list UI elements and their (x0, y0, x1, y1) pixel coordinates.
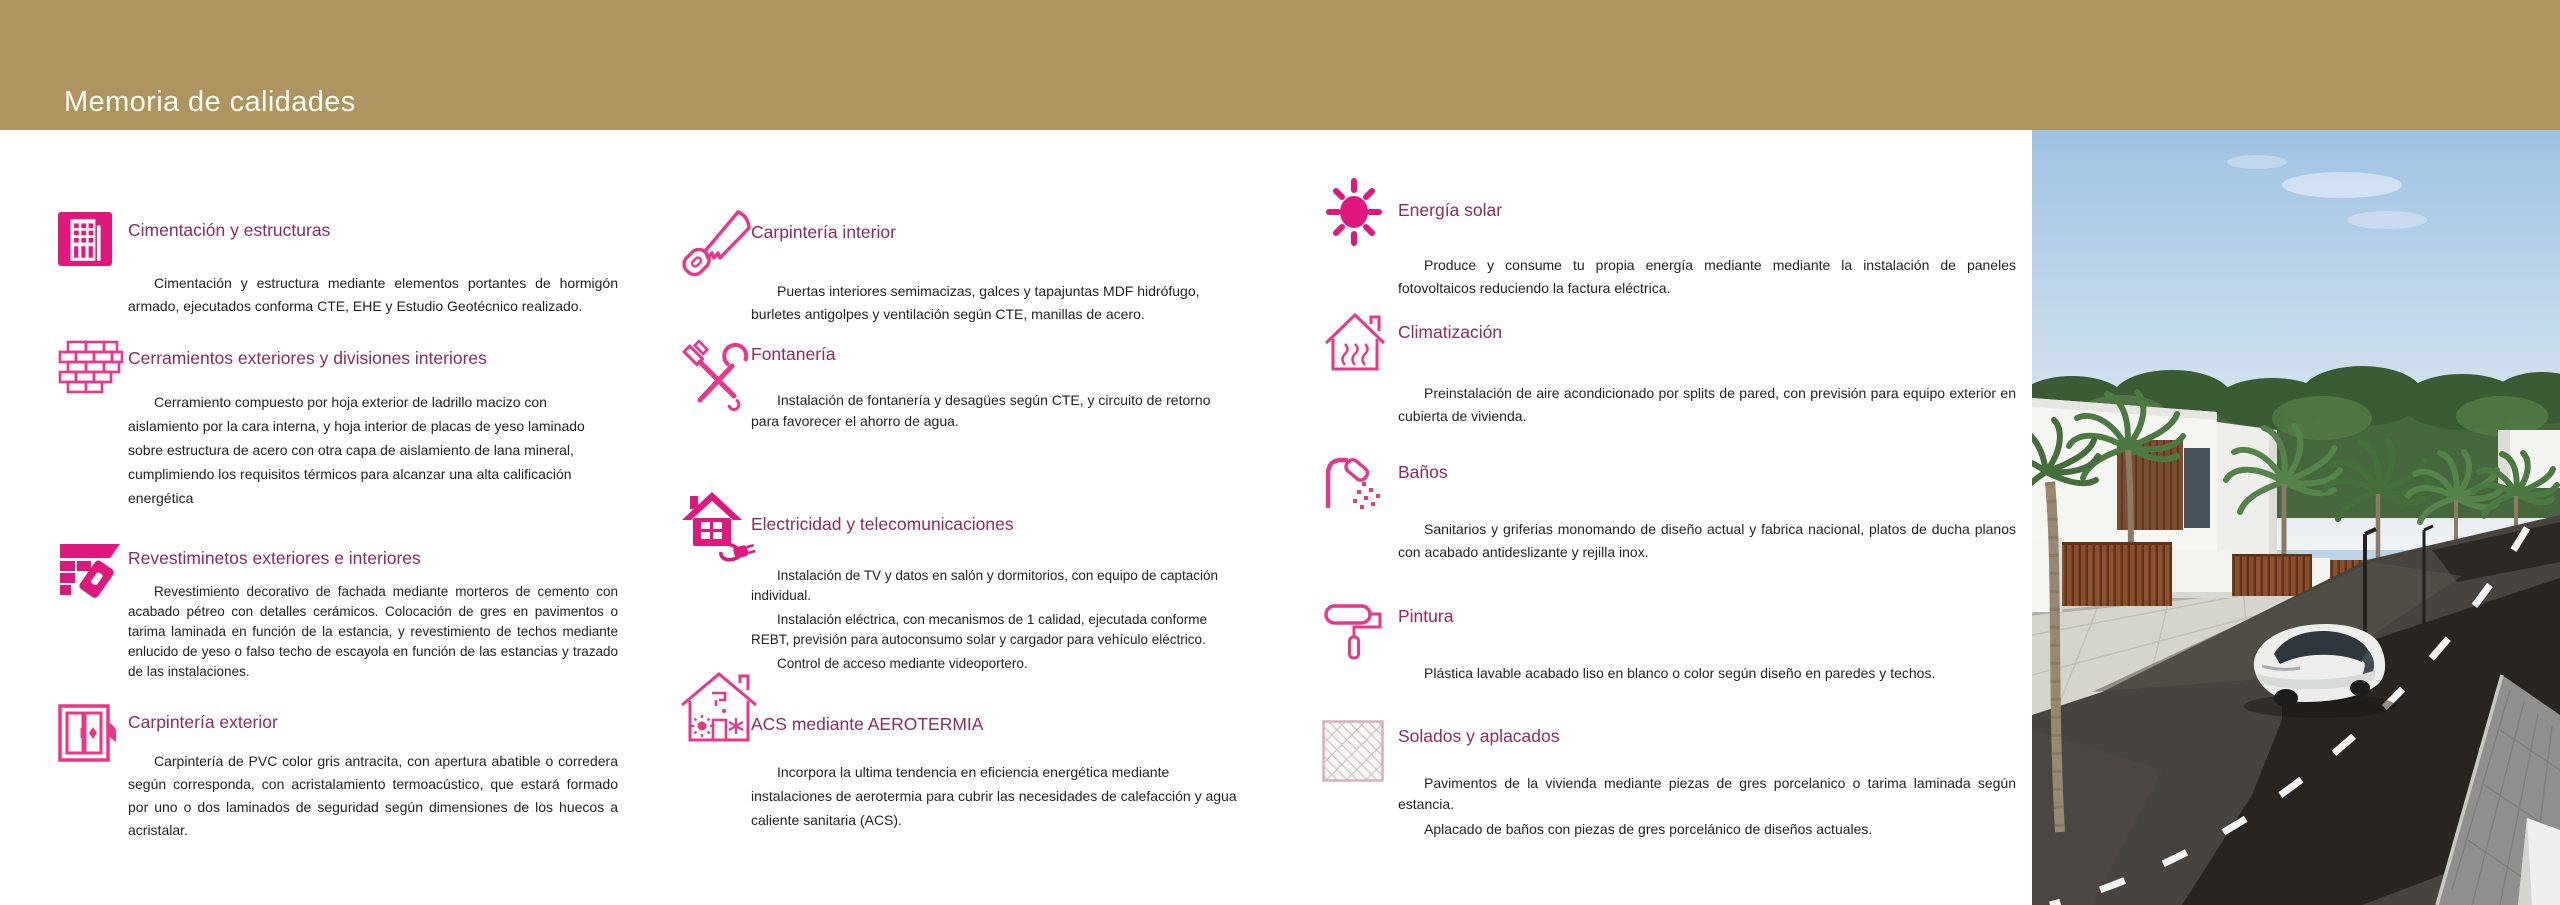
spec-item-revestimientos (58, 546, 618, 682)
spec-item-pintura (1322, 604, 2016, 685)
spec-title: Energía solar (1398, 200, 1503, 220)
spec-title: Baños (1398, 462, 1448, 482)
window-icon (58, 702, 116, 769)
spec-item-energia-solar (1322, 198, 2016, 300)
wrench-tools-icon (676, 338, 756, 425)
sun-icon (1324, 172, 1386, 257)
spec-paragraph: Control de acceso mediante videoportero. (777, 656, 1028, 671)
spec-paragraph: Instalación eléctrica, con mecanismos de 1 calidad, ejecutada conforme REBT, previsión para autoconsumo solar y cargador para vehículo eléctrico. (751, 612, 1207, 647)
spec-paragraph: Instalación de fontanería y desagües según CTE, y circuito de retorno para favorecer el ahorro de agua. (751, 392, 1211, 429)
spec-item-cerramientos (58, 346, 618, 510)
column-1 (58, 0, 618, 905)
spec-paragraph: Carpintería de PVC color gris antracita, con apertura abatible o corredera según corresponda, con acristalamiento termoacústico, que estará formado por uno o dos laminados de seguridad según dimensiones de los huecos a acristalar. (128, 753, 618, 838)
spec-item-banos (1322, 460, 2016, 564)
spec-title: Solados y aplacados (1398, 726, 1560, 746)
bricks-icon (58, 340, 124, 399)
spec-paragraph: Aplacado de baños con piezas de gres porcelánico de diseños actuales. (1424, 821, 1873, 837)
spec-paragraph: Produce y consume tu propia energía mediante mediante la instalación de paneles fotovoltaicos reduciendo la factura eléctrica. (1398, 257, 2016, 296)
spec-title: ACS mediante AEROTERMIA (751, 714, 984, 734)
column-3 (1322, 0, 2016, 905)
spec-title: Revestiminetos exteriores e interiores (128, 548, 421, 568)
spec-item-fontaneria (676, 342, 1238, 432)
spec-paragraph: Revestimiento decorativo de fachada mediante morteros de cemento con acabado pétreo con detalles cerámicos. Colocación de gres en pavimentos o tarima laminada en función de la estancia, y revestimiento de techos mediante enlucido de yeso o falso techo de escayola en función de las estancias y trazado de las instalaciones. (128, 584, 618, 679)
spec-paragraph: Incorpora la ultima tendencia en eficiencia energética mediante instalaciones de aerotermia para cubrir las necesidades de calefacción y agua caliente sanitaria (ACS). (751, 764, 1237, 828)
spec-item-carpinteria-interior (676, 220, 1238, 326)
spec-title: Climatización (1398, 322, 1503, 342)
spec-title: Carpintería exterior (128, 712, 278, 732)
page-title: Memoria de calidades (64, 86, 356, 118)
spec-paragraph: Cerramiento compuesto por hoja exterior de ladrillo macizo con aislamiento por la cara interna, y hoja interior de placas de yeso laminado sobre estructura de acero con otra capa de aislamiento de lana mineral, cumplimiendo los requisitos térmicos para alcanzar una alta calificación energética (128, 394, 585, 506)
tiles-trowel-icon (58, 542, 124, 609)
building-icon (58, 212, 112, 271)
spec-title: Fontanería (751, 344, 836, 364)
spec-paragraph: Cimentación y estructura mediante elementos portantes de hormigón armado, ejecutados conforma CTE, EHE y Estudio Geotécnico realizado. (128, 275, 618, 314)
spec-paragraph: Preinstalación de aire acondicionado por splits de pared, con previsión para equipo exterior en cubierta de vivienda. (1398, 385, 2016, 424)
column-2 (676, 0, 1238, 905)
paint-roller-icon (1322, 600, 1392, 671)
development-render-photo (2032, 130, 2560, 905)
spec-paragraph: Pavimentos de la vivienda mediante piezas de gres porcelanico o tarima laminada según estancia. (1398, 775, 2016, 812)
handsaw-icon (676, 206, 756, 285)
house-plug-icon (676, 486, 758, 569)
street-render-graphic (2032, 130, 2560, 905)
spec-item-solados (1322, 724, 2016, 840)
spec-title: Carpintería interior (751, 222, 896, 242)
spec-title: Cimentación y estructuras (128, 220, 331, 240)
spec-paragraph: Puertas interiores semimacizas, galces y tapajuntas MDF hidrófugo, burletes antigolpes y ventilación según CTE, manillas de acero. (751, 283, 1200, 322)
house-aerothermia-icon (676, 668, 762, 751)
spec-paragraph: Plástica lavable acabado liso en blanco o color según diseño en paredes y techos. (1424, 665, 1936, 681)
spec-title: Electricidad y telecomunicaciones (751, 514, 1014, 534)
spec-title: Pintura (1398, 606, 1454, 626)
spec-item-carpinteria-exterior (58, 710, 618, 842)
spec-title: Cerramientos exteriores y divisiones interiores (128, 348, 487, 368)
spec-item-climatizacion (1322, 320, 2016, 428)
spec-item-electricidad (676, 512, 1238, 674)
house-heating-icon (1322, 310, 1388, 379)
spec-item-cimentacion (58, 218, 618, 318)
tile-pattern-icon (1322, 720, 1384, 787)
spec-paragraph: Instalación de TV y datos en salón y dormitorios, con equipo de captación individual. (751, 568, 1219, 603)
spec-item-acs-aerotermia (676, 712, 1238, 832)
spec-paragraph: Sanitarios y griferias monomando de diseño actual y fabrica nacional, platos de ducha planos con acabado antideslizante y rejilla inox. (1398, 521, 2016, 560)
shower-icon (1322, 452, 1392, 517)
